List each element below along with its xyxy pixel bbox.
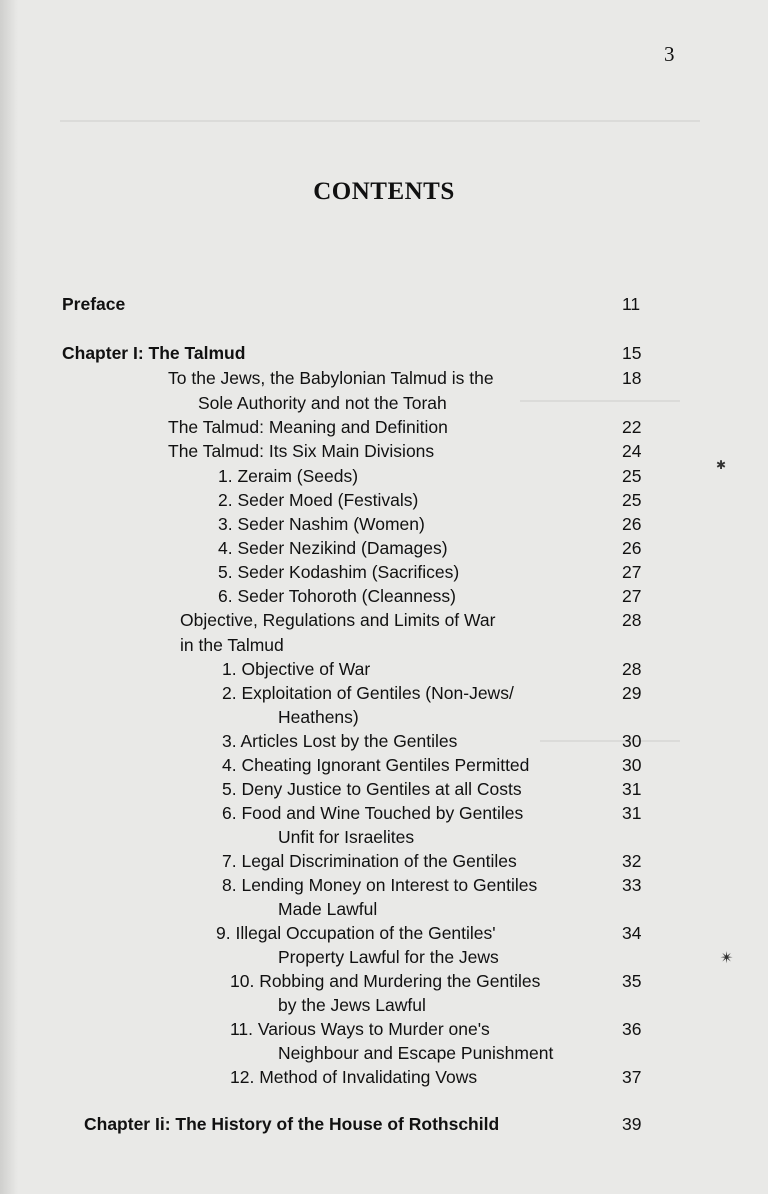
toc-subentry-continued: Neighbour and Escape Punishment bbox=[278, 1043, 554, 1063]
toc-subentry: 11. Various Ways to Murder one's bbox=[230, 1019, 490, 1039]
toc-chapter-2: Chapter Ii: The History of the House of Rothschild bbox=[84, 1114, 500, 1134]
toc-subentry-continued: Made Lawful bbox=[278, 899, 378, 919]
toc-page-number: 28 bbox=[622, 610, 642, 630]
toc-page-number: 32 bbox=[622, 851, 642, 871]
toc-page-number: 25 bbox=[622, 466, 642, 486]
bleed-through-mark bbox=[520, 400, 680, 402]
toc-subentry: 1. Objective of War bbox=[222, 659, 371, 679]
toc-subentry: 4. Cheating Ignorant Gentiles Permitted bbox=[222, 755, 530, 775]
toc-subentry: 2. Exploitation of Gentiles (Non-Jews/ bbox=[222, 683, 514, 703]
toc-subentry: 1. Zeraim (Seeds) bbox=[218, 466, 359, 486]
toc-subentry: 6. Seder Tohoroth (Cleanness) bbox=[218, 586, 457, 606]
toc-subentry-continued: Property Lawful for the Jews bbox=[278, 947, 499, 967]
dust-speck: ✱ bbox=[716, 458, 727, 472]
toc-page-number: 39 bbox=[622, 1114, 642, 1134]
toc-subentry: 8. Lending Money on Interest to Gentiles bbox=[222, 875, 538, 895]
toc-entry-continued: in the Talmud bbox=[180, 635, 284, 655]
toc-page-number: 31 bbox=[622, 803, 642, 823]
toc-subentry: 9. Illegal Occupation of the Gentiles' bbox=[216, 923, 496, 943]
toc-subentry: 2. Seder Moed (Festivals) bbox=[218, 490, 419, 510]
toc-page-number: 30 bbox=[622, 731, 642, 751]
toc-subentry: 7. Legal Discrimination of the Gentiles bbox=[222, 851, 517, 871]
toc-subentry: 5. Seder Kodashim (Sacrifices) bbox=[218, 562, 460, 582]
toc-page-number: 22 bbox=[622, 417, 642, 437]
toc-subentry-continued: Heathens) bbox=[278, 707, 359, 727]
toc-subentry: 10. Robbing and Murdering the Gentiles bbox=[230, 971, 541, 991]
toc-subentry-continued: Unfit for Israelites bbox=[278, 827, 415, 847]
toc-page-number: 26 bbox=[622, 514, 642, 534]
toc-page-number: 24 bbox=[622, 441, 642, 461]
toc-subentry: 12. Method of Invalidating Vows bbox=[230, 1067, 478, 1087]
toc-page-number: 15 bbox=[622, 343, 642, 363]
toc-page-number: 28 bbox=[622, 659, 642, 679]
toc-page-number: 31 bbox=[622, 779, 642, 799]
toc-page-number: 18 bbox=[622, 368, 642, 388]
toc-subentry-continued: by the Jews Lawful bbox=[278, 995, 426, 1015]
toc-page-number: 33 bbox=[622, 875, 642, 895]
toc-subentry: 3. Articles Lost by the Gentiles bbox=[222, 731, 458, 751]
toc-page-number: 27 bbox=[622, 562, 642, 582]
toc-page-number: 11 bbox=[622, 294, 641, 314]
toc-entry-preface: Preface bbox=[62, 294, 126, 314]
page-title: CONTENTS bbox=[313, 178, 455, 205]
toc-page-number: 37 bbox=[622, 1067, 642, 1087]
toc-entry: To the Jews, the Babylonian Talmud is the bbox=[168, 368, 494, 388]
toc-page-number: 25 bbox=[622, 490, 642, 510]
toc-entry: The Talmud: Meaning and Definition bbox=[168, 417, 448, 437]
toc-subentry: 6. Food and Wine Touched by Gentiles bbox=[222, 803, 524, 823]
bleed-through-mark bbox=[60, 120, 700, 122]
toc-page-number: 29 bbox=[622, 683, 642, 703]
toc-entry: The Talmud: Its Six Main Divisions bbox=[168, 441, 435, 461]
page-number: 3 bbox=[664, 42, 675, 66]
toc-subentry: 3. Seder Nashim (Women) bbox=[218, 514, 425, 534]
toc-page-number: 34 bbox=[622, 923, 642, 943]
toc-page-number: 27 bbox=[622, 586, 642, 606]
toc-subentry: 5. Deny Justice to Gentiles at all Costs bbox=[222, 779, 522, 799]
toc-chapter-1: Chapter I: The Talmud bbox=[62, 343, 246, 363]
toc-page-number: 35 bbox=[622, 971, 642, 991]
toc-entry-continued: Sole Authority and not the Torah bbox=[198, 393, 447, 413]
dust-speck: ✴ bbox=[720, 950, 734, 967]
toc-page-number: 26 bbox=[622, 538, 642, 558]
bleed-through-mark bbox=[540, 740, 680, 742]
toc-subentry: 4. Seder Nezikind (Damages) bbox=[218, 538, 448, 558]
toc-entry: Objective, Regulations and Limits of War bbox=[180, 610, 496, 630]
toc-page-number: 30 bbox=[622, 755, 642, 775]
toc-page-number: 36 bbox=[622, 1019, 642, 1039]
